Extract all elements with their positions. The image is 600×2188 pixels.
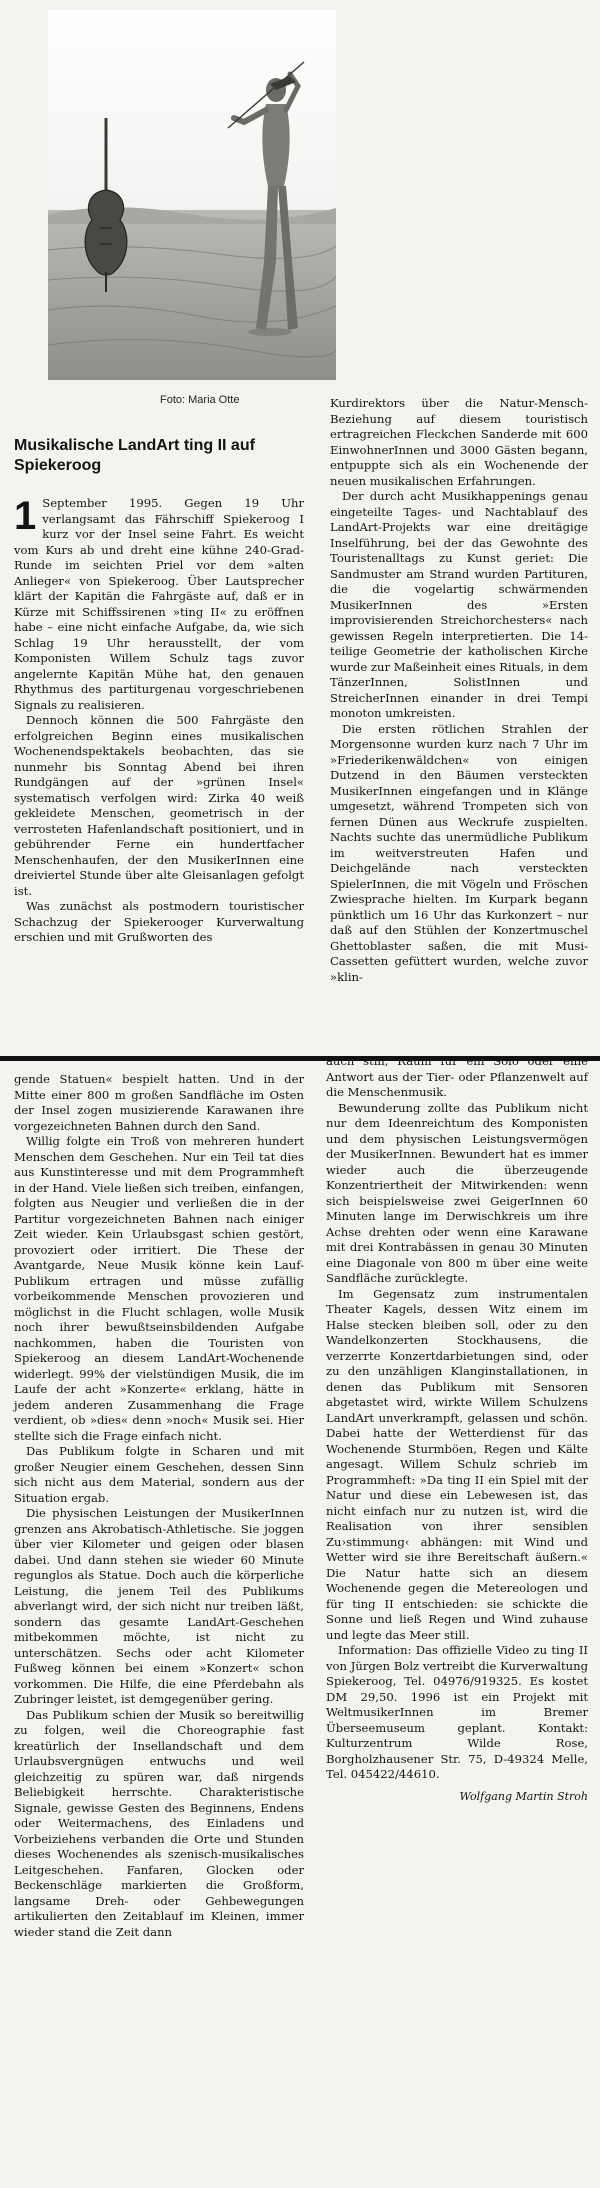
paragraph: Willig folgte ein Troß von mehreren hundert Menschen dem Geschehen. Nur ein Teil tat dies aus Kunstinteresse und mit dem Programmheft in der Hand. Viele ließen sich treiben, einfangen, folgten aus Neugier und verließen die in der Partitur vorgezeichneten Bahnen nach einiger Zeit wieder. Kein Urlaubsgast schien gestört, provoziert oder irritiert. Die These der Avantgarde, Neue Musik könne kein Lauf-Publikum ertragen und müsse zufällig vorbeikommende Menschen provozieren und möglichst in die Flucht schlagen, wolle Musik noch ihrer bewußtseinsbildenden Aufgabe nachkommen, haben die Touristen von Spiekeroog an diesem LandArt-Wochenende widerlegt. 99% der vielstündigen Musik, die im Laufe der acht »Konzerte« erklang, hätte in jedem anderen Zusammenhang die Frage verdient, ob »dies« denn »noch« Musik sei. Hier stellte sich die Frage einfach nicht. [14,1134,305,1443]
article-headline: Musikalische LandArt ting II auf Spiekeroog [14,437,255,474]
upper-page [0,0,600,1062]
paragraph: gende Statuen« bespielt hatten. Und in der Mitte einer 800 m großen Sandfläche im Osten der Insel zogen musizierende Karawanen ihre vorgezeichneten Bahnen durch den Sand. [14,1072,304,1133]
paragraph: Die ersten rötlichen Strahlen der Morgensonne wurden kurz nach 7 Uhr im »Friederikenwäldchen« von einigen Dutzend in den Bäumen versteckten MusikerInnen eingefangen und in Klänge umgesetzt, während Trompeten sich von fernen Dünen aus Weckrufe zuspielten. Nachts suchte das unermüdliche Publikum im weitverstreuten Hafen und Deichgelände nach versteckten SpielerInnen, die mit Vögeln und Fröschen Zwiesprache hielten. Im Kurpark begann pünktlich um 16 Uhr das Kurkonzert – nur daß auf den Stühlen der Konzertmuschel Ghettoblaster saßen, die mit Musi-Cassetten gefüttert wurden, welche zuvor »klin- [330,721,588,984]
paragraph: September 1995. Gegen 19 Uhr verlangsamt das Fährschiff Spiekeroog I kurz vor der Insel seine Fahrt. Es weicht vom Kurs ab und dreht eine kühne 240-Grad-Runde im seichten Priel vor dem »alten Anlieger« von Spiekeroog. Über Lautsprecher klärt der Kapitän die Fahrgäste auf, daß er in Kürze mit Schiffssirenen »ting II« zu eröffnen habe – eine nicht einfache Aufgabe, da, wie sich Schlag 19 Uhr herausstellt, der vom Komponisten Willem Schulz tags zuvor angelernte Kapitän Mühe hat, den genauen Rhythmus des partiturgenau vorgeschriebenen Signals zu realisieren. [14,496,304,712]
paragraph: Der durch acht Musikhappenings genau eingeteilte Tages- und Nachtablauf des LandArt-Projekts war eine dreitägige Inselführung, bei der das Gewohnte des Touristenalltags zu Kunst geriet: Die Sandmuster am Strand wurden Partituren, die die vogelartig schwärmenden MusikerInnen des »Ersten improvisierenden Streichorchesters« nach gewissen Regeln interpretierten. Die 14-teilige Geometrie der katholischen Kirche wurde zur Maßeinheit eines Rituals, in dem TänzerInnen, SolistInnen und StreicherInnen einander in drei Tempi monoton umkreisten. [330,489,588,720]
photo-caption: Foto: Maria Otte [160,394,240,406]
article-column-bottom-right [326,1054,588,1804]
author-signature: Wolfgang Martin Stroh [459,1789,588,1803]
paragraph: Das Publikum folgte in Scharen und mit großer Neugier einem Geschehen, dessen Sinn sich nicht aus dem Material, sondern aus der Situation ergab. [14,1444,304,1505]
paragraph: auch still, Raum für ein Solo oder eine Antwort aus der Tier- oder Pflanzenwelt auf die Menschenmusik. [326,1054,588,1099]
paragraph: Die physischen Leistungen der MusikerInnen grenzen ans Akrobatisch-Athletische. Sie joggen über vier Kilometer und geigen oder blasen dabei. Und dann stehen sie wieder 60 Minute regunglos als Statue. Doch auch die körperliche Leistung, die jenem Teil des Publikums abverlangt wird, der sich nicht nur treiben läßt, sondern das gesamte LandArt-Geschehen mitbekommen möchte, ist nicht zu unterschätzen. Sechs oder acht Kilometer Fußweg können bei einem »Konzert« schon vorkommen. Die Hilfe, die eine Pferdebahn als Zubringer leistet, ist demgegenüber gering. [14,1506,304,1706]
paragraph: Was zunächst als postmodern touristischer Schachzug der Spiekerooger Kurverwaltung erschien und mit Grußworten des [14,899,304,944]
paragraph: Dennoch können die 500 Fahrgäste den erfolgreichen Beginn eines musikalischen Wochenendspektakels beobachten, das sie nunmehr bis Sonntag Abend bei ihren Rundgängen auf der »grünen Insel« systematisch verfolgen wird: Zirka 40 weiß gekleidete Menschen, geometrisch in der verrosteten Hafenlandschaft positioniert, und in gebührender Ferne ein hundertfacher Menschenhaufen, der den MusikerInnen eine dreiviertel Stunde über alte Gleisanlagen gefolgt ist. [14,713,304,898]
paragraph: Bewunderung zollte das Publikum nicht nur dem Ideenreichtum des Komponisten und dem physischen Leistungsvermögen der MusikerInnen. Bewundert hat es immer wieder auch die überzeugende Konzentriertheit der Mitwirkenden: wenn sich beispielsweise zwei GeigerInnen 60 Minuten lange im Derwischkreis um ihre Achse drehten oder wenn eine Karawane mit drei Kontrabässen in genau 30 Minuten eine Diagonale von 800 m über eine weite Sandfläche zurücklegte. [326,1100,588,1285]
article-photo [48,10,336,380]
article-column-top-right [330,396,588,985]
article-column-top-left [14,496,304,946]
paragraph: Kurdirektors über die Natur-Mensch-Beziehung auf diesem touristisch ertragreichen Fleckchen Sanderde mit 600 EinwohnerInnen und 3000 Gästen begann, entpuppte sich als ein Wochenende der neuen musikalischen Erfahrungen. [330,396,588,488]
article-column-bottom-left [14,1072,304,1940]
paragraph: Das Publikum schien der Musik so bereitwillig zu folgen, weil die Choreographie fast kreatürlich der Insellandschaft und dem Urlaubsvergnügen entwuchs und weil gleichzeitig zu spüren war, daß nirgends Beliebigkeit herrschte. Charakteristische Signale, gewisse Gesten des Beginnens, Endens oder Weitermachens, des Einladens und Vorbeiziehens verbanden die Orte und Stunden dieses Wochenendes als szenisch-musikalisches Leitgeschehen. Fanfaren, Glocken oder Beckenschläge markierten die Großform, langsame Dreh- oder Gehbewegungen artikulierten den Zeitablauf im Kleinen, immer wieder stand die Zeit dann [14,1707,304,1939]
paragraph: Information: Das offizielle Video zu ting II von Jürgen Bolz vertreibt die Kurverwaltung Spiekeroog, Tel. 04976/919325. Es kostet DM 29,50. 1996 ist ein Projekt mit WeltmusikerInnen im Bremer Überseemuseum geplant. Kontakt: Kulturzentrum Wilde Rose, Borgholzhausener Str. 75, D-49324 Melle, Tel. 045422/44610. [326,1643,588,1781]
paragraph: Im Gegensatz zum instrumentalen Theater Kagels, dessen Witz einem im Halse stecken bleiben soll, oder zu den Wandelkonzerten Stockhausens, die verzerrte Konzertdarbietungen sind, oder zu den unzähligen Klanginstallationen, in denen das Publikum mit Sensoren abgetastet wird, wirkte Willem Schulzens LandArt unverkrampft, gelassen und schön. Dabei hatte der Wetterdienst für das Wochenende Sturmböen, Regen und Kälte angesagt. Willem Schulz schrieb im Programmheft: »Da ting II ein Spiel mit der Natur und diese ein Lebewesen ist, das nicht einfach nur zu nutzen ist, wird die Realisation von ihrer sensiblen Zu›stimmung‹ abhängen: mit Wind und Wetter wird sie ihre Bereitschaft äußern.« Die Natur hatte sich an diesem Wochenende gegen die Metereologen und für ting II entschieden: sie schickte die Sonne und ließ Regen und Wind zuhause und legte das Meer still. [326,1286,588,1642]
dropcap: 1 [14,494,37,538]
